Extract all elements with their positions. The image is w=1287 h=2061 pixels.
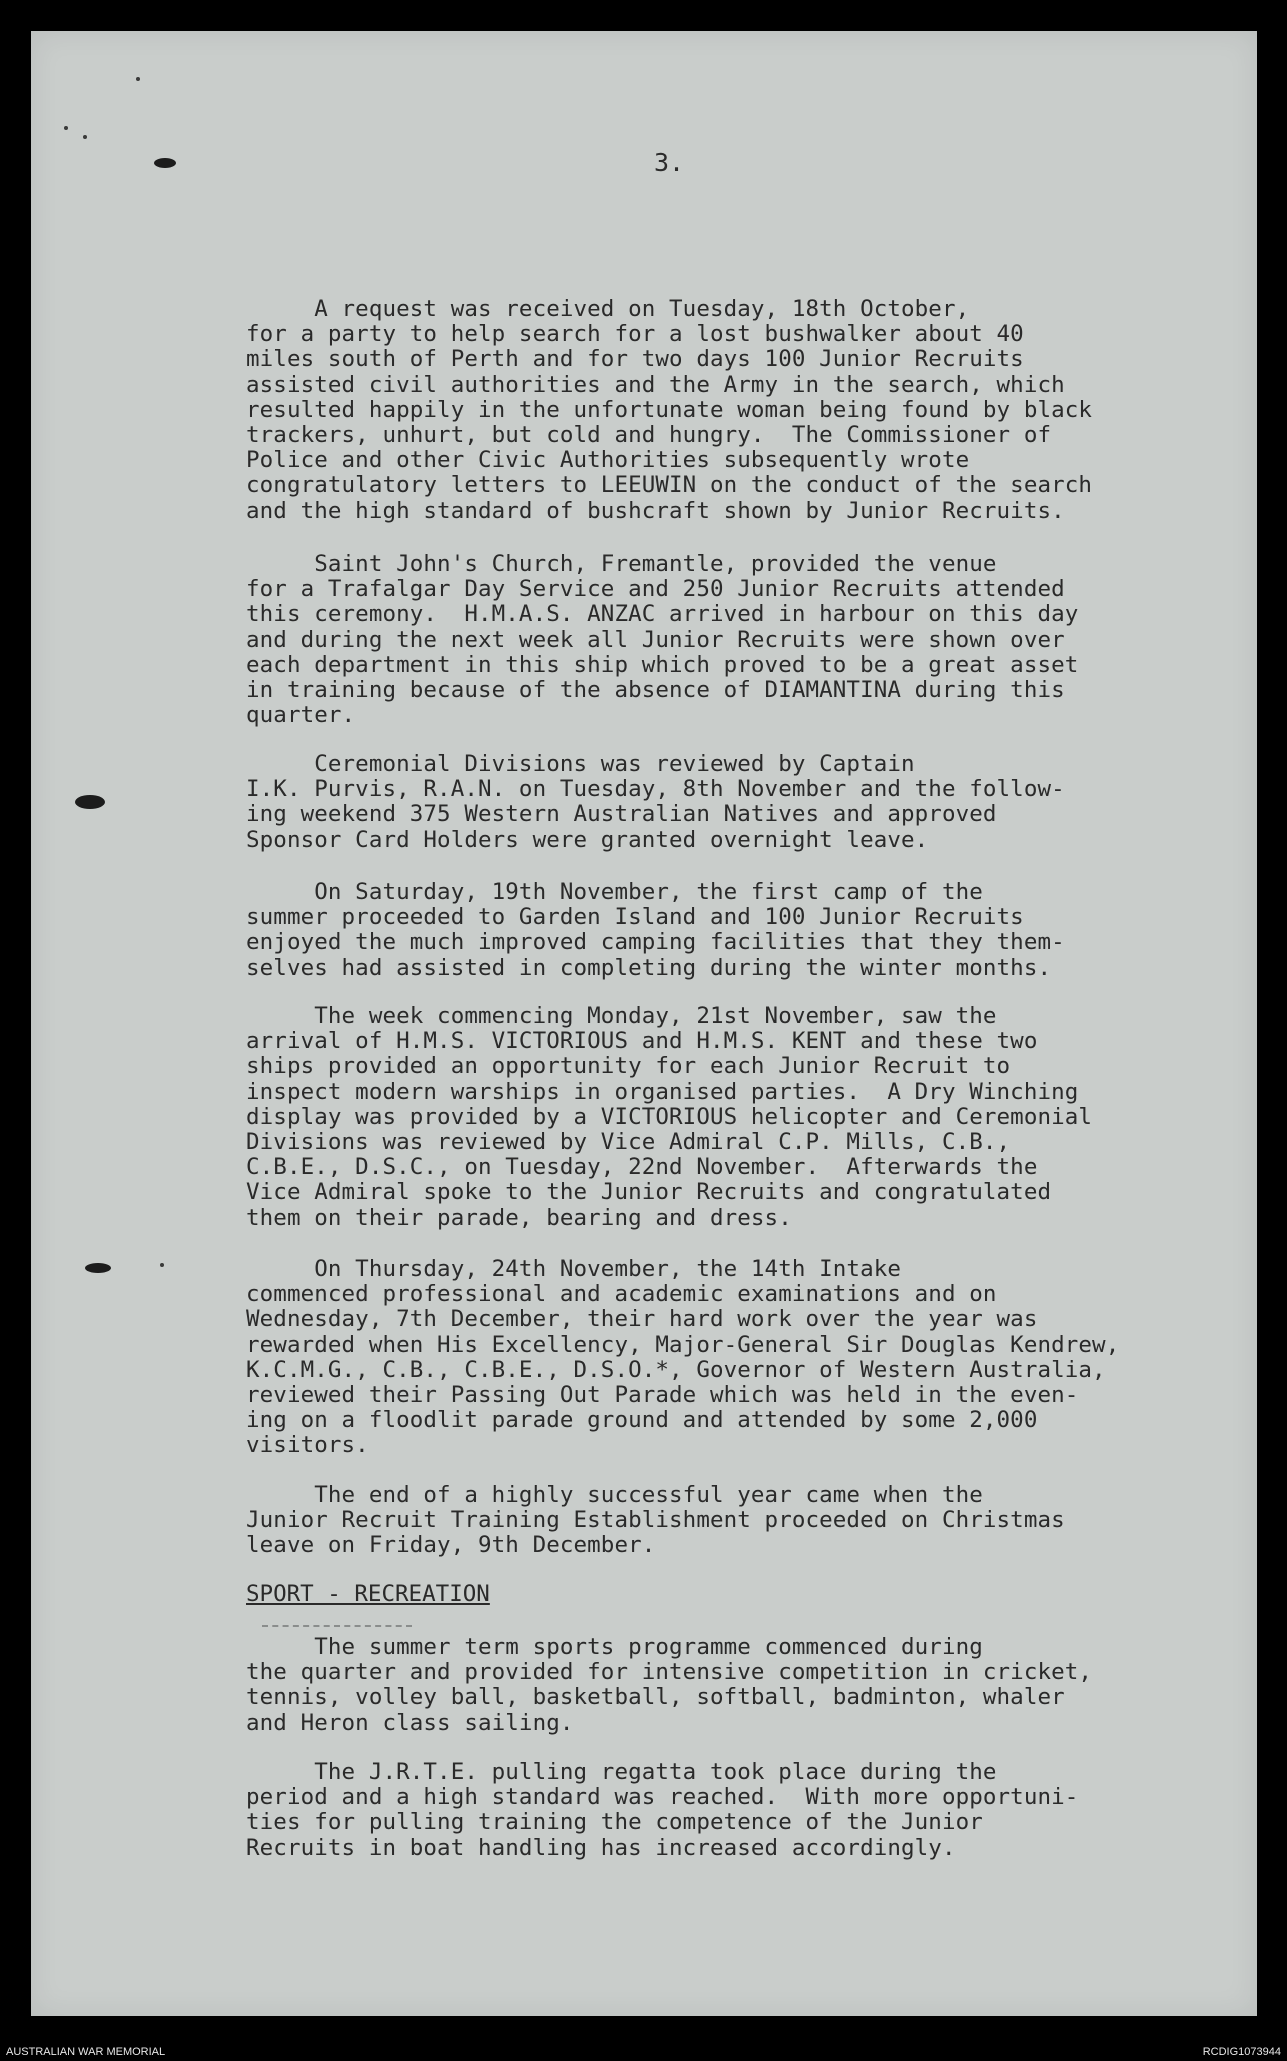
body-paragraph: On Thursday, 24th November, the 14th Intake commenced professional and academic examinations and on Wednesday, 7th December, their hard work over the year was rewarded when His Excellency, Major-General Sir Douglas Kendrew, K.C.M.G., C.B., C.B.E., D.S.O.*, Governor of Western Australia, reviewed their Passing Out Parade which was held in the even- ing on a floodlit parade ground and attended by some 2,000 visitors.: [246, 1256, 1120, 1459]
section-paragraph: The J.R.T.E. pulling regatta took place during the period and a high standard was reached. With more opportuni- ties for pulling training the competence of the Junior Recruits in boat handling has increased accordingly.: [246, 1759, 1079, 1861]
body-paragraph: Saint John's Church, Fremantle, provided the venue for a Trafalgar Day Service and 250 Junior Recruits attended this ceremony. H.M.A.S. ANZAC arrived in harbour on this day and during the next week all Junior Recruits were shown over each department in this ship which proved to be a great asset in training because of the absence of DIAMANTINA during this quarter.: [246, 551, 1079, 729]
body-paragraph: The end of a highly successful year came when the Junior Recruit Training Establishment proceeded on Christmas leave on Friday, 9th December.: [246, 1482, 1065, 1559]
body-paragraph: Ceremonial Divisions was reviewed by Captain I.K. Purvis, R.A.N. on Tuesday, 8th November and the follow- ing weekend 375 Western Australian Natives and approved Sponsor Card Holders were granted overnight leave.: [246, 751, 1065, 853]
heading-dash-divider: [262, 1625, 412, 1627]
punch-hole: [154, 158, 176, 168]
punch-hole: [75, 795, 105, 809]
paper-speck: [83, 135, 87, 139]
footer-credit: AUSTRALIAN WAR MEMORIAL: [6, 2046, 166, 2058]
section-paragraph: The summer term sports programme commenced during the quarter and provided for intensive competition in cricket, tennis, volley ball, basketball, softball, badminton, whaler and Heron class sailing.: [246, 1634, 1093, 1736]
body-paragraph: A request was received on Tuesday, 18th October, for a party to help search for a lost bushwalker about 40 miles south of Perth and for two days 100 Junior Recruits assisted civil authorities and the Army in the search, which resulted happily in the unfortunate woman being found by black trackers, unhurt, but cold and hungry. The Commissioner of Police and other Civic Authorities subsequently wrote congratulatory letters to LEEUWIN on the conduct of the search and the high standard of bushcraft shown by Junior Recruits.: [246, 296, 1093, 524]
section-heading: SPORT - RECREATION: [246, 1581, 490, 1607]
body-paragraph: On Saturday, 19th November, the first camp of the summer proceeded to Garden Island and 100 Junior Recruits enjoyed the much improved camping facilities that they them- selves had assisted in completing during the winter months.: [246, 879, 1065, 981]
page-number: 3.: [654, 148, 685, 177]
paper-speck: [136, 77, 140, 81]
footer-record-id: RCDIG1073944: [1202, 2046, 1281, 2058]
paper-speck: [160, 1263, 164, 1267]
paper-speck: [64, 126, 68, 130]
body-paragraph: The week commencing Monday, 21st November, saw the arrival of H.M.S. VICTORIOUS and H.M.S. KENT and these two ships provided an opportunity for each Junior Recruit to inspect modern warships in organised parties. A Dry Winching display was provided by a VICTORIOUS helicopter and Ceremonial Divisions was reviewed by Vice Admiral C.P. Mills, C.B., C.B.E., D.S.C., on Tuesday, 22nd November. Afterwards the Vice Admiral spoke to the Junior Recruits and congratulated them on their parade, bearing and dress.: [246, 1003, 1093, 1231]
punch-hole: [85, 1263, 111, 1273]
